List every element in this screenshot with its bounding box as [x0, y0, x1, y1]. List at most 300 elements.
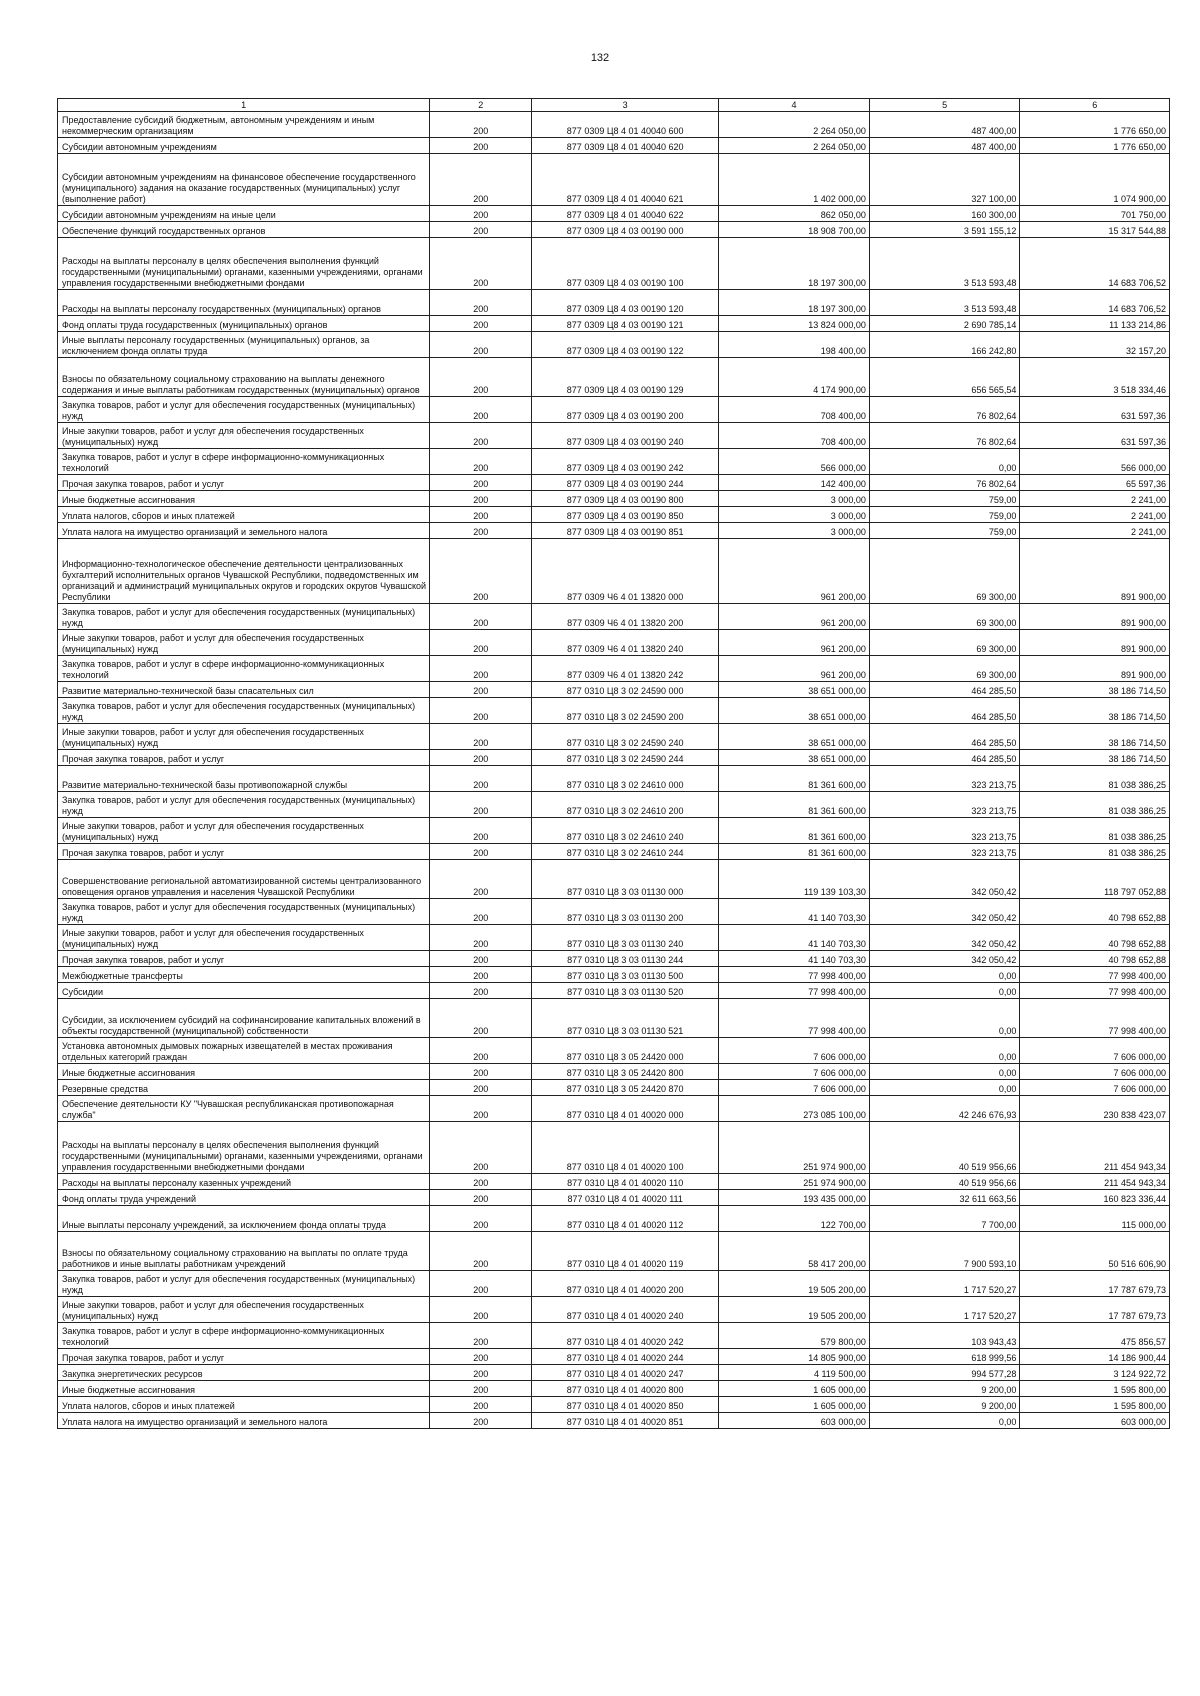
table-row	[58, 1190, 1170, 1206]
row-line-code: 200	[430, 792, 532, 818]
row-name: Расходы на выплаты персоналу государственных (муниципальных) органов	[58, 290, 430, 316]
row-budget-code: 877 0310 Ц8 4 01 40020 100	[532, 1122, 719, 1174]
row-budget-code: 877 0310 Ц8 4 01 40020 119	[532, 1232, 719, 1271]
row-approved: 273 085 100,00	[719, 1096, 870, 1122]
table-row	[58, 475, 1170, 491]
row-line-code: 200	[430, 1413, 532, 1429]
table-row	[58, 523, 1170, 539]
row-approved: 4 174 900,00	[719, 358, 870, 397]
row-unexecuted: 631 597,36	[1020, 423, 1170, 449]
row-name: Информационно-технологическое обеспечение деятельности централизованных бухгалтерий исполнительных органов Чувашской Республики, подведомственных им организаций и администраций муниципальных округов и городских округов Чувашской Республики	[58, 539, 430, 604]
row-approved: 7 606 000,00	[719, 1064, 870, 1080]
row-name: Фонд оплаты труда государственных (муниципальных) органов	[58, 316, 430, 332]
row-approved: 862 050,00	[719, 206, 870, 222]
row-approved: 19 505 200,00	[719, 1271, 870, 1297]
row-name: Закупка товаров, работ и услуг для обеспечения государственных (муниципальных) нужд	[58, 1271, 430, 1297]
row-executed: 323 213,75	[869, 766, 1020, 792]
row-budget-code: 877 0310 Ц8 3 03 01130 244	[532, 951, 719, 967]
row-line-code: 200	[430, 899, 532, 925]
table-row	[58, 1349, 1170, 1365]
row-approved: 38 651 000,00	[719, 698, 870, 724]
row-budget-code: 877 0310 Ц8 4 01 40020 247	[532, 1365, 719, 1381]
table-row	[58, 290, 1170, 316]
table-row	[58, 925, 1170, 951]
table-row	[58, 222, 1170, 238]
row-name: Иные бюджетные ассигнования	[58, 491, 430, 507]
row-line-code: 200	[430, 750, 532, 766]
row-budget-code: 877 0310 Ц8 3 05 24420 000	[532, 1038, 719, 1064]
row-approved: 1 605 000,00	[719, 1381, 870, 1397]
row-approved: 77 998 400,00	[719, 983, 870, 999]
row-approved: 3 000,00	[719, 507, 870, 523]
row-budget-code: 877 0309 Ц8 4 01 40040 600	[532, 112, 719, 138]
row-budget-code: 877 0309 Ц8 4 03 00190 200	[532, 397, 719, 423]
row-name: Уплата налога на имущество организаций и земельного налога	[58, 523, 430, 539]
row-executed: 464 285,50	[869, 682, 1020, 698]
row-executed: 76 802,64	[869, 397, 1020, 423]
row-budget-code: 877 0310 Ц8 3 02 24610 240	[532, 818, 719, 844]
row-executed: 166 242,80	[869, 332, 1020, 358]
row-unexecuted: 701 750,00	[1020, 206, 1170, 222]
table-row	[58, 1064, 1170, 1080]
row-unexecuted: 891 900,00	[1020, 630, 1170, 656]
row-unexecuted: 2 241,00	[1020, 491, 1170, 507]
row-executed: 656 565,54	[869, 358, 1020, 397]
row-line-code: 200	[430, 604, 532, 630]
column-header: 2	[430, 99, 532, 112]
row-approved: 18 197 300,00	[719, 238, 870, 290]
row-unexecuted: 14 186 900,44	[1020, 1349, 1170, 1365]
row-executed: 0,00	[869, 1064, 1020, 1080]
row-line-code: 200	[430, 999, 532, 1038]
row-line-code: 200	[430, 1122, 532, 1174]
row-unexecuted: 14 683 706,52	[1020, 290, 1170, 316]
row-budget-code: 877 0310 Ц8 3 02 24610 200	[532, 792, 719, 818]
row-unexecuted: 32 157,20	[1020, 332, 1170, 358]
row-name: Закупка товаров, работ и услуг в сфере информационно-коммуникационных технологий	[58, 449, 430, 475]
row-approved: 708 400,00	[719, 397, 870, 423]
row-executed: 0,00	[869, 1080, 1020, 1096]
row-approved: 81 361 600,00	[719, 792, 870, 818]
row-name: Расходы на выплаты персоналу в целях обеспечения выполнения функций государственными (муниципальными) органами, казенными учреждениями, органами управления государственными внебюджетными фондами	[58, 1122, 430, 1174]
row-line-code: 200	[430, 967, 532, 983]
row-executed: 342 050,42	[869, 899, 1020, 925]
row-budget-code: 877 0310 Ц8 3 02 24610 244	[532, 844, 719, 860]
row-unexecuted: 2 241,00	[1020, 523, 1170, 539]
row-name: Иные закупки товаров, работ и услуг для обеспечения государственных (муниципальных) нужд	[58, 925, 430, 951]
row-executed: 7 700,00	[869, 1206, 1020, 1232]
row-budget-code: 877 0310 Ц8 3 03 01130 000	[532, 860, 719, 899]
row-executed: 759,00	[869, 507, 1020, 523]
row-approved: 2 264 050,00	[719, 138, 870, 154]
row-budget-code: 877 0310 Ц8 3 02 24590 000	[532, 682, 719, 698]
row-line-code: 200	[430, 423, 532, 449]
row-name: Закупка товаров, работ и услуг для обеспечения государственных (муниципальных) нужд	[58, 698, 430, 724]
row-budget-code: 877 0309 Ч6 4 01 13820 200	[532, 604, 719, 630]
row-line-code: 200	[430, 358, 532, 397]
row-executed: 0,00	[869, 449, 1020, 475]
row-executed: 0,00	[869, 983, 1020, 999]
row-executed: 3 591 155,12	[869, 222, 1020, 238]
row-approved: 193 435 000,00	[719, 1190, 870, 1206]
table-row	[58, 1271, 1170, 1297]
row-executed: 0,00	[869, 999, 1020, 1038]
table-row	[58, 967, 1170, 983]
table-row	[58, 1096, 1170, 1122]
row-line-code: 200	[430, 925, 532, 951]
table-row	[58, 507, 1170, 523]
row-name: Прочая закупка товаров, работ и услуг	[58, 1349, 430, 1365]
table-row	[58, 1122, 1170, 1174]
row-budget-code: 877 0310 Ц8 4 01 40020 850	[532, 1397, 719, 1413]
row-budget-code: 877 0310 Ц8 3 02 24610 000	[532, 766, 719, 792]
row-approved: 119 139 103,30	[719, 860, 870, 899]
row-line-code: 200	[430, 1323, 532, 1349]
row-approved: 38 651 000,00	[719, 750, 870, 766]
table-row	[58, 724, 1170, 750]
row-budget-code: 877 0310 Ц8 3 02 24590 240	[532, 724, 719, 750]
row-approved: 58 417 200,00	[719, 1232, 870, 1271]
row-budget-code: 877 0310 Ц8 4 01 40020 110	[532, 1174, 719, 1190]
table-row	[58, 332, 1170, 358]
row-name: Иные закупки товаров, работ и услуг для обеспечения государственных (муниципальных) нужд	[58, 818, 430, 844]
row-unexecuted: 40 798 652,88	[1020, 925, 1170, 951]
row-unexecuted: 40 798 652,88	[1020, 951, 1170, 967]
row-executed: 40 519 956,66	[869, 1174, 1020, 1190]
row-line-code: 200	[430, 698, 532, 724]
row-name: Иные закупки товаров, работ и услуг для обеспечения государственных (муниципальных) нужд	[58, 423, 430, 449]
row-name: Межбюджетные трансферты	[58, 967, 430, 983]
row-approved: 708 400,00	[719, 423, 870, 449]
row-name: Субсидии автономным учреждениям на финансовое обеспечение государственного (муниципального) задания на оказание государственных (муниципальных) услуг (выполнение работ)	[58, 154, 430, 206]
row-line-code: 200	[430, 222, 532, 238]
row-line-code: 200	[430, 951, 532, 967]
row-name: Прочая закупка товаров, работ и услуг	[58, 844, 430, 860]
row-name: Иные бюджетные ассигнования	[58, 1064, 430, 1080]
row-approved: 41 140 703,30	[719, 899, 870, 925]
row-executed: 342 050,42	[869, 951, 1020, 967]
table-row	[58, 423, 1170, 449]
table-row	[58, 112, 1170, 138]
row-unexecuted: 77 998 400,00	[1020, 999, 1170, 1038]
row-executed: 0,00	[869, 1038, 1020, 1064]
row-line-code: 200	[430, 491, 532, 507]
row-name: Иные закупки товаров, работ и услуг для обеспечения государственных (муниципальных) нужд	[58, 630, 430, 656]
table-row	[58, 1297, 1170, 1323]
row-name: Уплата налогов, сборов и иных платежей	[58, 507, 430, 523]
row-executed: 327 100,00	[869, 154, 1020, 206]
row-executed: 69 300,00	[869, 656, 1020, 682]
row-unexecuted: 1 595 800,00	[1020, 1397, 1170, 1413]
row-name: Иные выплаты персоналу государственных (муниципальных) органов, за исключением фонда оплаты труда	[58, 332, 430, 358]
row-unexecuted: 118 797 052,88	[1020, 860, 1170, 899]
row-name: Развитие материально-технической базы противопожарной службы	[58, 766, 430, 792]
row-approved: 579 800,00	[719, 1323, 870, 1349]
row-line-code: 200	[430, 1365, 532, 1381]
row-budget-code: 877 0309 Ц8 4 03 00190 120	[532, 290, 719, 316]
row-unexecuted: 77 998 400,00	[1020, 983, 1170, 999]
table-row	[58, 316, 1170, 332]
row-executed: 42 246 676,93	[869, 1096, 1020, 1122]
table-row	[58, 1038, 1170, 1064]
table-row	[58, 951, 1170, 967]
row-executed: 487 400,00	[869, 112, 1020, 138]
row-executed: 342 050,42	[869, 860, 1020, 899]
row-executed: 3 513 593,48	[869, 290, 1020, 316]
row-approved: 81 361 600,00	[719, 766, 870, 792]
row-executed: 2 690 785,14	[869, 316, 1020, 332]
row-line-code: 200	[430, 112, 532, 138]
row-unexecuted: 81 038 386,25	[1020, 818, 1170, 844]
row-budget-code: 877 0310 Ц8 3 03 01130 500	[532, 967, 719, 983]
row-budget-code: 877 0309 Ц8 4 03 00190 240	[532, 423, 719, 449]
row-approved: 38 651 000,00	[719, 724, 870, 750]
row-unexecuted: 891 900,00	[1020, 604, 1170, 630]
row-executed: 464 285,50	[869, 724, 1020, 750]
row-line-code: 200	[430, 724, 532, 750]
row-executed: 464 285,50	[869, 750, 1020, 766]
row-name: Закупка товаров, работ и услуг для обеспечения государственных (муниципальных) нужд	[58, 899, 430, 925]
row-unexecuted: 891 900,00	[1020, 656, 1170, 682]
row-line-code: 200	[430, 316, 532, 332]
row-unexecuted: 1 074 900,00	[1020, 154, 1170, 206]
row-line-code: 200	[430, 138, 532, 154]
row-budget-code: 877 0309 Ц8 4 03 00190 800	[532, 491, 719, 507]
row-approved: 14 805 900,00	[719, 1349, 870, 1365]
table-row	[58, 358, 1170, 397]
row-unexecuted: 115 000,00	[1020, 1206, 1170, 1232]
table-row	[58, 682, 1170, 698]
row-line-code: 200	[430, 332, 532, 358]
table-row	[58, 449, 1170, 475]
row-budget-code: 877 0309 Ц8 4 03 00190 000	[532, 222, 719, 238]
row-name: Прочая закупка товаров, работ и услуг	[58, 951, 430, 967]
row-unexecuted: 14 683 706,52	[1020, 238, 1170, 290]
row-approved: 142 400,00	[719, 475, 870, 491]
row-line-code: 200	[430, 1190, 532, 1206]
table-row	[58, 818, 1170, 844]
row-executed: 69 300,00	[869, 604, 1020, 630]
table-row	[58, 844, 1170, 860]
row-budget-code: 877 0310 Ц8 4 01 40020 111	[532, 1190, 719, 1206]
row-approved: 19 505 200,00	[719, 1297, 870, 1323]
table-row	[58, 860, 1170, 899]
row-name: Закупка товаров, работ и услуг для обеспечения государственных (муниципальных) нужд	[58, 792, 430, 818]
row-budget-code: 877 0310 Ц8 3 03 01130 200	[532, 899, 719, 925]
table-row	[58, 766, 1170, 792]
row-executed: 618 999,56	[869, 1349, 1020, 1365]
row-approved: 7 606 000,00	[719, 1038, 870, 1064]
row-executed: 9 200,00	[869, 1381, 1020, 1397]
row-executed: 994 577,28	[869, 1365, 1020, 1381]
row-unexecuted: 81 038 386,25	[1020, 792, 1170, 818]
row-unexecuted: 1 776 650,00	[1020, 138, 1170, 154]
row-approved: 251 974 900,00	[719, 1174, 870, 1190]
table-row	[58, 1381, 1170, 1397]
row-budget-code: 877 0309 Ц8 4 03 00190 129	[532, 358, 719, 397]
row-budget-code: 877 0309 Ц8 4 01 40040 620	[532, 138, 719, 154]
row-unexecuted: 475 856,57	[1020, 1323, 1170, 1349]
row-executed: 759,00	[869, 491, 1020, 507]
row-line-code: 200	[430, 630, 532, 656]
page-number: 132	[590, 52, 610, 64]
column-header: 3	[532, 99, 719, 112]
row-line-code: 200	[430, 1174, 532, 1190]
table-row	[58, 154, 1170, 206]
row-unexecuted: 211 454 943,34	[1020, 1122, 1170, 1174]
row-approved: 77 998 400,00	[719, 967, 870, 983]
row-name: Прочая закупка товаров, работ и услуг	[58, 475, 430, 491]
row-name: Установка автономных дымовых пожарных извещателей в местах проживания отдельных категорий граждан	[58, 1038, 430, 1064]
row-unexecuted: 11 133 214,86	[1020, 316, 1170, 332]
row-approved: 7 606 000,00	[719, 1080, 870, 1096]
row-name: Субсидии автономным учреждениям на иные цели	[58, 206, 430, 222]
row-unexecuted: 211 454 943,34	[1020, 1174, 1170, 1190]
row-line-code: 200	[430, 656, 532, 682]
column-header: 4	[719, 99, 870, 112]
row-line-code: 200	[430, 766, 532, 792]
row-budget-code: 877 0309 Ц8 4 03 00190 100	[532, 238, 719, 290]
row-name: Закупка энергетических ресурсов	[58, 1365, 430, 1381]
table-row	[58, 1365, 1170, 1381]
row-budget-code: 877 0309 Ц8 4 03 00190 242	[532, 449, 719, 475]
row-approved: 566 000,00	[719, 449, 870, 475]
table-row	[58, 1174, 1170, 1190]
row-executed: 0,00	[869, 1413, 1020, 1429]
row-budget-code: 877 0309 Ц8 4 03 00190 244	[532, 475, 719, 491]
row-budget-code: 877 0310 Ц8 3 03 01130 520	[532, 983, 719, 999]
row-executed: 0,00	[869, 967, 1020, 983]
row-name: Расходы на выплаты персоналу казенных учреждений	[58, 1174, 430, 1190]
table-row	[58, 238, 1170, 290]
row-budget-code: 877 0310 Ц8 3 02 24590 244	[532, 750, 719, 766]
table-row	[58, 630, 1170, 656]
row-approved: 961 200,00	[719, 656, 870, 682]
row-budget-code: 877 0310 Ц8 3 05 24420 800	[532, 1064, 719, 1080]
row-executed: 7 900 593,10	[869, 1232, 1020, 1271]
row-budget-code: 877 0309 Ц8 4 03 00190 851	[532, 523, 719, 539]
row-name: Взносы по обязательному социальному страхованию на выплаты по оплате труда работников и иные выплаты работникам учреждений	[58, 1232, 430, 1271]
row-approved: 41 140 703,30	[719, 925, 870, 951]
row-approved: 1 402 000,00	[719, 154, 870, 206]
row-name: Фонд оплаты труда учреждений	[58, 1190, 430, 1206]
row-unexecuted: 17 787 679,73	[1020, 1271, 1170, 1297]
row-budget-code: 877 0310 Ц8 4 01 40020 200	[532, 1271, 719, 1297]
row-name: Иные закупки товаров, работ и услуг для обеспечения государственных (муниципальных) нужд	[58, 1297, 430, 1323]
row-executed: 32 611 663,56	[869, 1190, 1020, 1206]
row-unexecuted: 17 787 679,73	[1020, 1297, 1170, 1323]
row-budget-code: 877 0309 Ц8 4 01 40040 621	[532, 154, 719, 206]
row-executed: 76 802,64	[869, 423, 1020, 449]
row-unexecuted: 65 597,36	[1020, 475, 1170, 491]
row-approved: 603 000,00	[719, 1413, 870, 1429]
row-approved: 961 200,00	[719, 539, 870, 604]
row-budget-code: 877 0309 Ц8 4 03 00190 121	[532, 316, 719, 332]
row-name: Закупка товаров, работ и услуг для обеспечения государственных (муниципальных) нужд	[58, 604, 430, 630]
budget-table	[57, 98, 1170, 1429]
row-unexecuted: 50 516 606,90	[1020, 1232, 1170, 1271]
row-executed: 3 513 593,48	[869, 238, 1020, 290]
row-name: Расходы на выплаты персоналу в целях обеспечения выполнения функций государственными (муниципальными) органами, казенными учреждениями, органами управления государственными внебюджетными фондами	[58, 238, 430, 290]
row-line-code: 200	[430, 1096, 532, 1122]
row-line-code: 200	[430, 539, 532, 604]
row-budget-code: 877 0310 Ц8 4 01 40020 244	[532, 1349, 719, 1365]
row-unexecuted: 7 606 000,00	[1020, 1080, 1170, 1096]
row-name: Иные выплаты персоналу учреждений, за исключением фонда оплаты труда	[58, 1206, 430, 1232]
row-approved: 41 140 703,30	[719, 951, 870, 967]
row-budget-code: 877 0309 Ч6 4 01 13820 240	[532, 630, 719, 656]
row-name: Взносы по обязательному социальному страхованию на выплаты денежного содержания и иные выплаты работникам государственных (муниципальных) органов	[58, 358, 430, 397]
row-approved: 3 000,00	[719, 523, 870, 539]
row-line-code: 200	[430, 1397, 532, 1413]
row-unexecuted: 77 998 400,00	[1020, 967, 1170, 983]
row-line-code: 200	[430, 682, 532, 698]
row-line-code: 200	[430, 818, 532, 844]
row-unexecuted: 40 798 652,88	[1020, 899, 1170, 925]
table-row	[58, 397, 1170, 423]
row-approved: 77 998 400,00	[719, 999, 870, 1038]
row-budget-code: 877 0310 Ц8 4 01 40020 112	[532, 1206, 719, 1232]
row-executed: 9 200,00	[869, 1397, 1020, 1413]
row-unexecuted: 230 838 423,07	[1020, 1096, 1170, 1122]
row-budget-code: 877 0309 Ч6 4 01 13820 000	[532, 539, 719, 604]
row-executed: 487 400,00	[869, 138, 1020, 154]
row-approved: 38 651 000,00	[719, 682, 870, 698]
row-budget-code: 877 0310 Ц8 4 01 40020 851	[532, 1413, 719, 1429]
row-line-code: 200	[430, 1297, 532, 1323]
row-name: Прочая закупка товаров, работ и услуг	[58, 750, 430, 766]
row-name: Уплата налогов, сборов и иных платежей	[58, 1397, 430, 1413]
row-unexecuted: 38 186 714,50	[1020, 750, 1170, 766]
table-row	[58, 698, 1170, 724]
row-name: Предоставление субсидий бюджетным, автономным учреждениям и иным некоммерческим организациям	[58, 112, 430, 138]
header-row	[58, 99, 1170, 112]
row-name: Закупка товаров, работ и услуг в сфере информационно-коммуникационных технологий	[58, 1323, 430, 1349]
row-executed: 160 300,00	[869, 206, 1020, 222]
row-name: Резервные средства	[58, 1080, 430, 1096]
row-budget-code: 877 0310 Ц8 4 01 40020 000	[532, 1096, 719, 1122]
table-row	[58, 206, 1170, 222]
row-line-code: 200	[430, 1349, 532, 1365]
row-executed: 323 213,75	[869, 844, 1020, 860]
row-unexecuted: 3 124 922,72	[1020, 1365, 1170, 1381]
row-unexecuted: 1 776 650,00	[1020, 112, 1170, 138]
row-budget-code: 877 0310 Ц8 3 02 24590 200	[532, 698, 719, 724]
table-row	[58, 1397, 1170, 1413]
table-row	[58, 1413, 1170, 1429]
row-line-code: 200	[430, 1381, 532, 1397]
table-row	[58, 1206, 1170, 1232]
row-unexecuted: 15 317 544,88	[1020, 222, 1170, 238]
row-budget-code: 877 0310 Ц8 4 01 40020 242	[532, 1323, 719, 1349]
row-unexecuted: 160 823 336,44	[1020, 1190, 1170, 1206]
table-row	[58, 491, 1170, 507]
row-name: Субсидии, за исключением субсидий на софинансирование капитальных вложений в объекты государственной (муниципальной) собственности	[58, 999, 430, 1038]
row-name: Субсидии	[58, 983, 430, 999]
row-executed: 69 300,00	[869, 539, 1020, 604]
row-approved: 198 400,00	[719, 332, 870, 358]
row-executed: 342 050,42	[869, 925, 1020, 951]
row-approved: 961 200,00	[719, 604, 870, 630]
row-executed: 76 802,64	[869, 475, 1020, 491]
row-line-code: 200	[430, 860, 532, 899]
row-executed: 323 213,75	[869, 792, 1020, 818]
row-unexecuted: 38 186 714,50	[1020, 724, 1170, 750]
column-header: 1	[58, 99, 430, 112]
row-name: Обеспечение функций государственных органов	[58, 222, 430, 238]
row-executed: 323 213,75	[869, 818, 1020, 844]
table-row	[58, 1080, 1170, 1096]
